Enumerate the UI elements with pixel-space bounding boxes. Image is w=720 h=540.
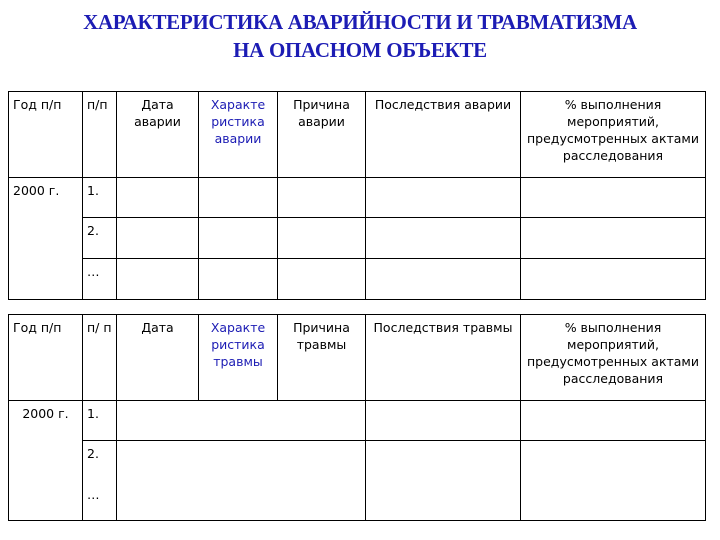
empty-cell xyxy=(366,259,521,300)
header-cause: Причина аварии xyxy=(278,92,366,178)
header-characteristic: Характе ристика аварии xyxy=(199,92,278,178)
empty-cell xyxy=(521,401,706,441)
empty-cell xyxy=(366,178,521,218)
table-row xyxy=(9,259,706,300)
row-number: 2. xyxy=(83,441,117,482)
header-number: п/п xyxy=(83,92,117,178)
table-row xyxy=(9,178,706,218)
header-year: Год п/п xyxy=(9,315,83,401)
accidents-table xyxy=(8,91,706,300)
header-cause: Причина травмы xyxy=(278,315,366,401)
header-characteristic: Характе ристика травмы xyxy=(199,315,278,401)
empty-cell xyxy=(521,441,706,521)
row-number: 1. xyxy=(83,401,117,441)
empty-cell xyxy=(199,218,278,259)
page-title xyxy=(0,8,720,64)
title-line-1: ХАРАКТЕРИСТИКА АВАРИЙНОСТИ И ТРАВМАТИЗМА xyxy=(83,10,637,34)
row-number: 1. xyxy=(83,178,117,218)
title-line-2: НА ОПАСНОМ ОБЪЕКТЕ xyxy=(233,38,487,62)
header-consequences: Последствия травмы xyxy=(366,315,521,401)
header-date: Дата xyxy=(117,315,199,401)
header-consequences: Последствия аварии xyxy=(366,92,521,178)
empty-cell xyxy=(117,401,366,441)
empty-cell xyxy=(278,178,366,218)
empty-cell xyxy=(117,218,199,259)
year-cell: 2000 г. xyxy=(9,178,83,300)
empty-cell xyxy=(117,178,199,218)
row-number: … xyxy=(83,482,117,521)
empty-cell xyxy=(366,401,521,441)
header-measures: % выполнения мероприятий, предусмотренных актами расследования xyxy=(521,92,706,178)
empty-cell xyxy=(521,178,706,218)
table-row xyxy=(9,401,706,441)
injuries-header-row xyxy=(9,315,706,401)
empty-cell xyxy=(278,259,366,300)
empty-cell xyxy=(278,218,366,259)
empty-cell xyxy=(521,218,706,259)
header-year: Год п/п xyxy=(9,92,83,178)
empty-cell xyxy=(366,441,521,521)
header-date: Дата аварии xyxy=(117,92,199,178)
injuries-table xyxy=(8,314,706,521)
header-measures: % выполнения мероприятий, предусмотренных актами расследования xyxy=(521,315,706,401)
empty-cell xyxy=(366,218,521,259)
empty-cell xyxy=(199,259,278,300)
empty-cell xyxy=(521,259,706,300)
empty-cell xyxy=(117,441,366,521)
row-number: … xyxy=(83,259,117,300)
row-number: 2. xyxy=(83,218,117,259)
year-cell: 2000 г. xyxy=(9,401,83,521)
table-row xyxy=(9,441,706,482)
accidents-header-row xyxy=(9,92,706,178)
empty-cell xyxy=(199,178,278,218)
empty-cell xyxy=(117,259,199,300)
header-number: п/ п xyxy=(83,315,117,401)
table-row xyxy=(9,218,706,259)
